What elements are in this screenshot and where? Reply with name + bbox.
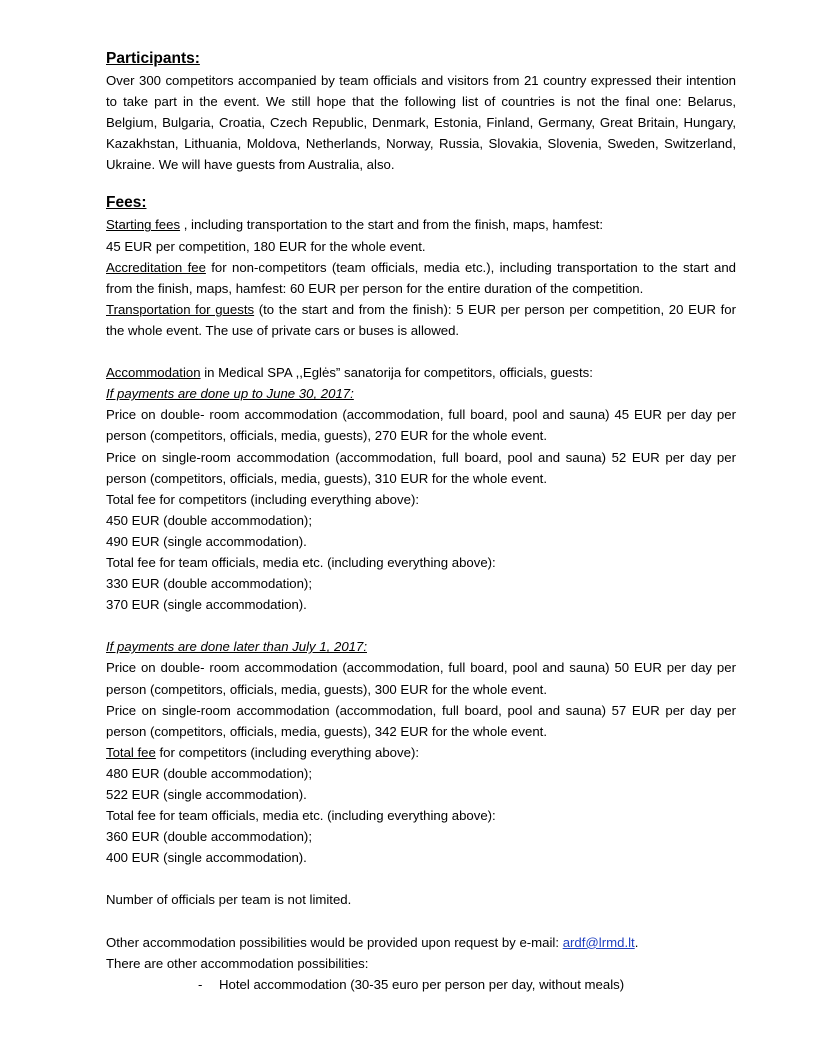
hotel-accommodation: Hotel accommodation (30-35 euro per person per day, without meals) [219,976,625,992]
spacer [106,911,736,932]
late-double-price: Price on double- room accommodation (accommodation, full board, pool and sauna) 50 EUR per day per person (competitors, officials, media, guests), 300 EUR for the whole event. [106,660,736,697]
transport-fee [106,299,736,341]
other-request-end: . [634,934,639,950]
late-competitor-total [106,742,736,763]
early-payment-title: If payments are done up to June 30, 2017: [106,386,354,402]
accreditation-fee [106,257,736,299]
transport-fee-label: Transportation for guests [106,301,255,317]
starting-fees-line [106,214,736,235]
spacer [106,868,736,889]
other-possibilities: There are other accommodation possibilities: [106,955,369,971]
participants-heading: Participants: [106,50,200,67]
late-single-price: Price on single-room accommodation (accommodation, full board, pool and sauna) 57 EUR per day per person (competitors, officials, media, guests), 342 EUR for the whole event. [106,702,736,739]
early-competitor-double: 450 EUR (double accommodation); [106,512,312,528]
email-link[interactable]: ardf@lrmd.lt [562,934,635,950]
officials-note: Number of officials per team is not limited. [106,892,352,908]
spacer [106,615,736,636]
early-officials-single: 370 EUR (single accommodation). [106,597,307,613]
late-officials-single: 400 EUR (single accommodation). [106,850,307,866]
accreditation-fee-label: Accreditation fee [106,259,206,275]
late-total-fee-label: Total fee [106,744,156,760]
late-officials-total: Total fee for team officials, media etc. (including everything above): [106,808,496,824]
starting-fees-amounts: 45 EUR per competition, 180 EUR for the whole event. [106,238,426,254]
late-payment-title: If payments are done later than July 1, 2017: [106,639,367,655]
other-request-text: Other accommodation possibilities would be provided upon request by e-mail: [106,934,563,950]
other-request-line [106,932,736,953]
early-competitor-single: 490 EUR (single accommodation). [106,533,307,549]
spacer [106,175,736,192]
document-page [106,48,736,995]
early-competitor-total: Total fee for competitors (including everything above): [106,491,419,507]
early-single-price: Price on single-room accommodation (accommodation, full board, pool and sauna) 52 EUR per day per person (competitors, officials, media, guests), 310 EUR for the whole event. [106,449,736,486]
accommodation-intro [106,362,736,383]
fees-heading: Fees: [106,194,147,212]
accommodation-intro-text: in Medical SPA ,,Eglės” sanatorija for competitors, officials, guests: [200,365,593,381]
starting-fees-label: Starting fees [106,217,181,233]
late-competitor-double: 480 EUR (double accommodation); [106,765,312,781]
list-item [106,974,736,995]
bullet-dash: - [198,976,203,992]
accreditation-fee-text: for non-competitors (team officials, media etc.), including transportation to the start and from the finish, maps, hamfest: 60 EUR per person for the entire duration of the competition. [106,259,737,296]
spacer [106,341,736,362]
late-competitor-single: 522 EUR (single accommodation). [106,787,307,802]
late-total-fee-text: for competitors (including everything above): [155,744,420,760]
late-officials-double: 360 EUR (double accommodation); [106,829,312,845]
transport-fee-text: (to the start and from the finish): 5 EUR per person per competition, 20 EUR for the whole event. The use of private cars or buses is allowed. [106,301,736,338]
early-officials-total: Total fee for team officials, media etc. (including everything above): [106,554,496,570]
accommodation-label: Accommodation [106,365,201,381]
participants-text: Over 300 competitors accompanied by team officials and visitors from 21 country expressed their intention to take part in the event. We still hope that the following list of countries is not the final one: Belarus, Belgium, Bulgaria, Croatia, Czech Republic, Denmark, Estonia, Finland, Germany, Great Britain, Hungary, Kazakhstan, Lithuania, Moldova, Netherlands, Norway, Russia, Slovakia, Slovenia, Sweden, Switzerland, Ukraine. We will have guests from Australia, also. [106,73,736,173]
starting-fees-text: , including transportation to the start and from the finish, maps, hamfest: [180,217,603,233]
early-officials-double: 330 EUR (double accommodation); [106,576,312,592]
early-double-price: Price on double- room accommodation (accommodation, full board, pool and sauna) 45 EUR per day per person (competitors, officials, media, guests), 270 EUR for the whole event. [106,407,736,444]
